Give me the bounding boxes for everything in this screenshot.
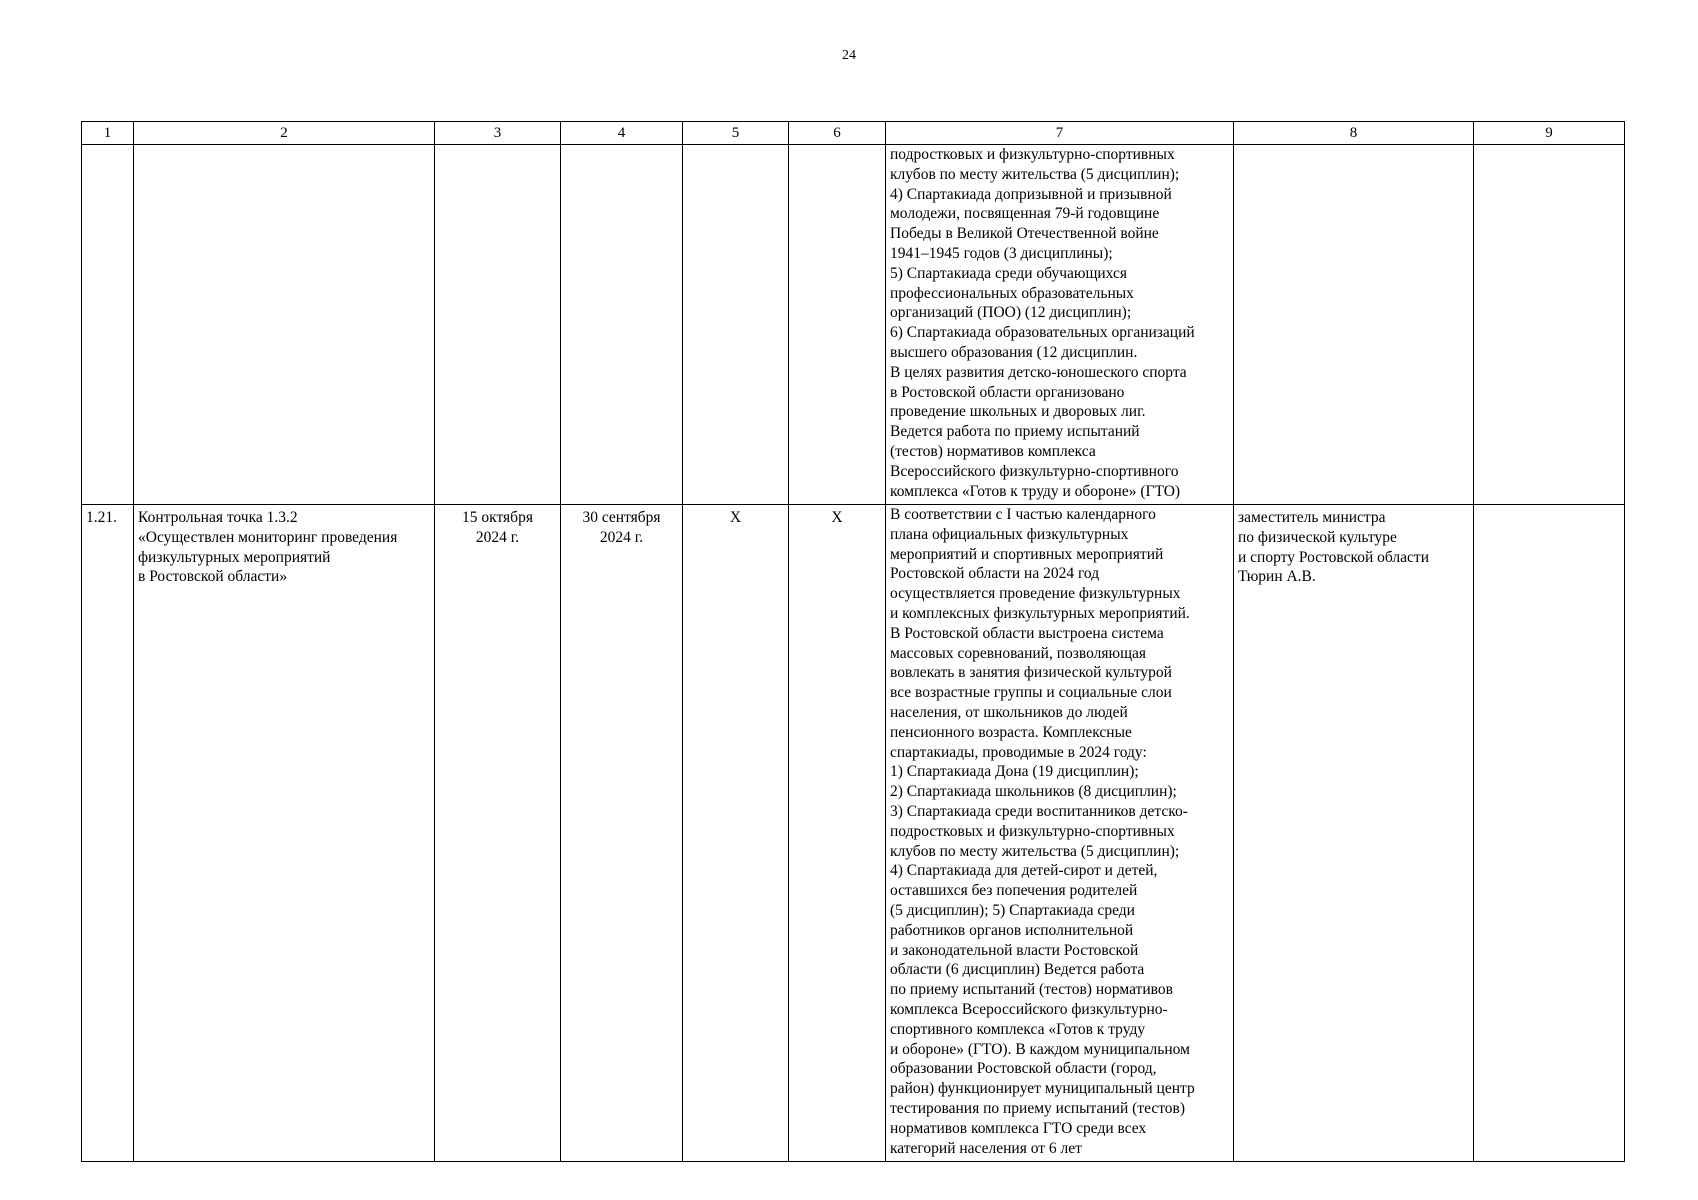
cell-fact-date (561, 145, 683, 505)
cell-description-text: В соответствии с I частью календарного плана официальных физкультурных мероприятий и спортивных мероприятий Ростовской области на 2024 год осуществляется проведение физкультурных и комплексных физкультурных мероприятий. В Ростовской области выстроена система массовых соревнований, позволяющая вовлекать в занятия физической культурой все возрастные группы и социальные слои населения, от школьников до людей пенсионного возраста. Комплексные спартакиады, проводимые в 2024 году: 1) Спартакиада Дона (19 дисциплин); 2) Спартакиада школьников (8 дисциплин); 3) Спартакиада среди воспитанников детско- подростковых и физкультурно-спортивных клубов по месту жительства (5 дисциплин); 4) Спартакиада для детей-сирот и детей, оставшихся без попечения родителей (5 дисциплин); 5) Спартакиада среди работников органов исполнительной и законодательной власти Ростовской области (6 дисциплин) Ведется работа по приему испытаний (тестов) нормативов комплекса Всероссийского физкультурно- спортивного комплекса «Готов к труду и обороне» (ГТО). В каждом муниципальном образовании Ростовской области (город, район) функционирует муниципальный центр тестирования по приему испытаний (тестов) нормативов комплекса ГТО среди всех категорий населения от 6 лет (890, 506, 1195, 1157)
cell-name (134, 145, 435, 505)
cell-col9 (1474, 505, 1625, 1162)
header-col-4: 4 (561, 122, 683, 145)
header-col-2: 2 (134, 122, 435, 145)
cell-responsible (1234, 145, 1474, 505)
cell-number (82, 505, 134, 1162)
cell-number (82, 145, 134, 505)
header-col-3: 3 (435, 122, 561, 145)
cell-col9 (1474, 145, 1625, 505)
header-col-5: 5 (683, 122, 789, 145)
header-col-6: 6 (789, 122, 886, 145)
cell-responsible (1234, 505, 1474, 1162)
cell-responsible-text: заместитель министра по физической культуре и спорту Ростовской области Тюрин А.В. (1238, 509, 1429, 586)
cell-fact-date (561, 505, 683, 1162)
cell-description (886, 505, 1234, 1162)
cell-name (134, 505, 435, 1162)
cell-col5-text: Х (729, 509, 742, 526)
cell-plan-date (435, 145, 561, 505)
cell-description-text: подростковых и физкультурно-спортивных клубов по месту жительства (5 дисциплин); 4) Спартакиада допризывной и призывной молодежи, посвященная 79-й годовщине Победы в Великой Отечественной войне 1941–1945 годов (3 дисциплины); 5) Спартакиада среди обучающихся профессиональных образовательных организаций (ПОО) (12 дисциплин); 6) Спартакиада образовательных организаций высшего образования (12 дисциплин. В целях развития детско-юношеского спорта в Ростовской области организовано проведение школьных и дворовых лиг. Ведется работа по приему испытаний (тестов) нормативов комплекса Всероссийского физкультурно-спортивного комплекса «Готов к труду и обороне» (ГТО) (890, 146, 1195, 500)
cell-fact-date-text: 30 сентября 2024 г. (582, 509, 661, 546)
page-number: 24 (842, 48, 856, 63)
cell-col6-text: Х (831, 509, 843, 526)
report-table (81, 121, 1625, 1162)
cell-col6 (789, 505, 886, 1162)
header-row (82, 122, 1625, 145)
table-row-1-21 (82, 505, 1625, 1162)
cell-col6 (789, 145, 886, 505)
header-col-8: 8 (1234, 122, 1474, 145)
cell-col5 (683, 145, 789, 505)
header-col-7: 7 (886, 122, 1234, 145)
cell-col5 (683, 505, 789, 1162)
header-col-9: 9 (1474, 122, 1625, 145)
cell-plan-date-text: 15 октября 2024 г. (462, 509, 533, 546)
cell-name-text: Контрольная точка 1.3.2 «Осуществлен мониторинг проведения физкультурных мероприятий в Ростовской области» (138, 509, 398, 586)
table-row-continued (82, 145, 1625, 505)
cell-plan-date (435, 505, 561, 1162)
header-col-1: 1 (82, 122, 134, 145)
cell-number-text: 1.21. (86, 509, 117, 526)
cell-description (886, 145, 1234, 505)
